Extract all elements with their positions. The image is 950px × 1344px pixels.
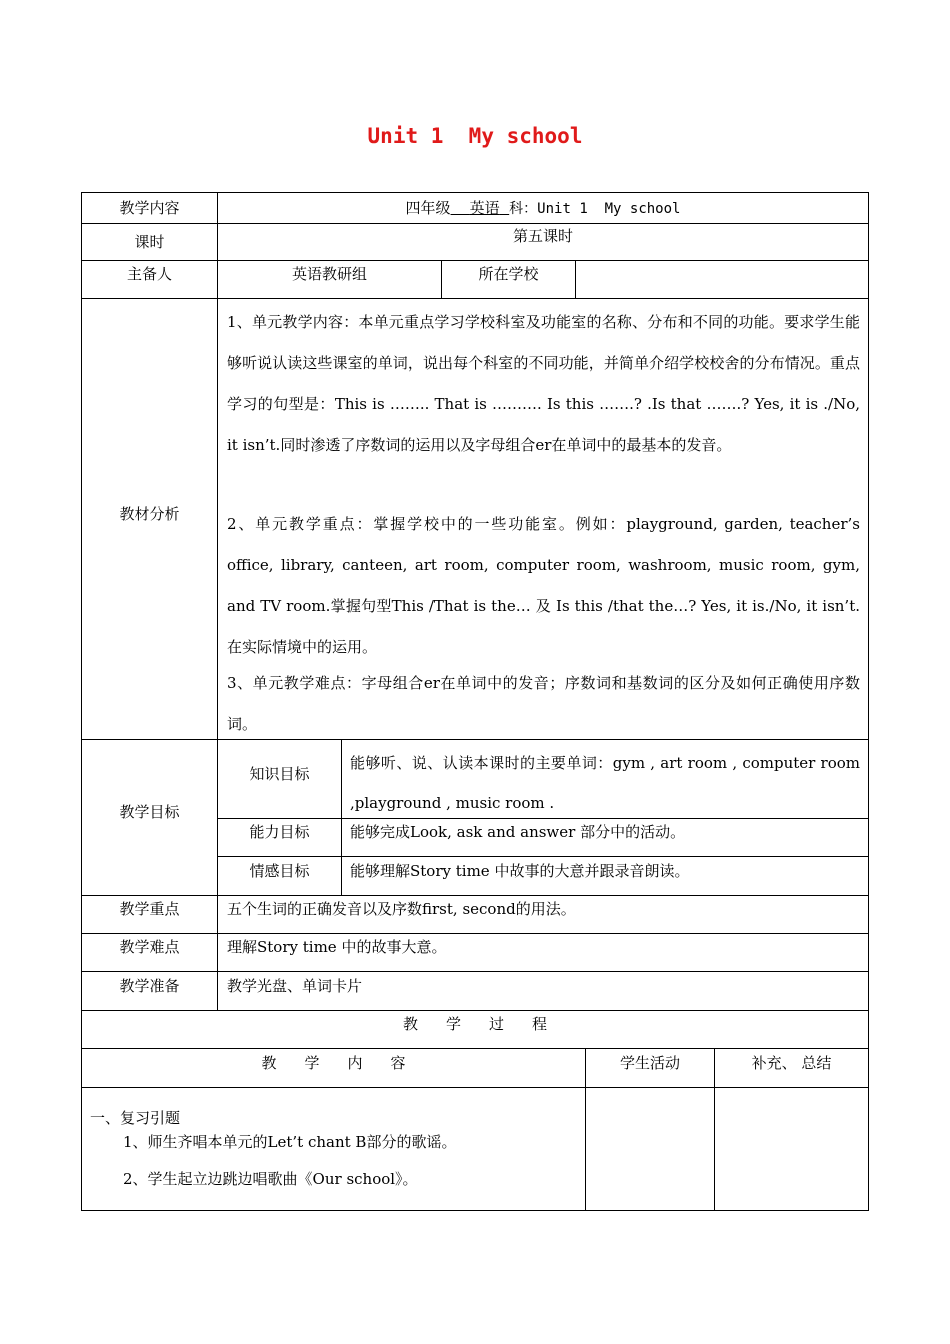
- key-points-value: 五个生词的正确发音以及序数first, second的用法。: [227, 900, 576, 918]
- unit-text: 科：Unit 1 My school: [509, 201, 681, 217]
- objective-knowledge-label: 知识目标: [249, 765, 310, 783]
- objective-emotion-label: 情感目标: [249, 862, 310, 880]
- preparer-label: 主备人: [126, 265, 172, 283]
- objective-knowledge-text: 能够听、说、认读本课时的主要单词：gym , art room , computer room ,playground , music room .: [350, 754, 860, 812]
- analysis-paragraph-1: 1、单元教学内容：本单元重点学习学校科室及功能室的名称、分布和不同的功能。要求学生能够听说认读这些课室的单词，说出每个科室的不同功能，并简单介绍学校校舍的分布情况。重点学习的句型是：This is …….. That is ………. Is this …….? .Is that …….? Yes, it is ./No, it isn’t.同时渗透了序数词的运用以及字母组合er在单词中的最基本的发音。: [227, 313, 860, 454]
- period-label: 课时: [134, 233, 165, 251]
- column-content-header: 教学内容: [261, 1054, 434, 1072]
- process-heading: 教学过程: [402, 1015, 575, 1033]
- preparer-value: 英语教研组: [291, 265, 367, 283]
- analysis-paragraph-2: 2、单元教学重点：掌握学校中的一些功能室。例如：playground, garden, teacher’s office, library, canteen, art room, computer room, washroom, music room, gym, and TV room.掌握句型This /That is the… 及 Is this /that the…? Yes, it is./No, it isn’t.在实际情境中的运用。: [227, 515, 860, 656]
- school-label: 所在学校: [478, 265, 539, 283]
- grade-text: 四年级: [405, 199, 451, 217]
- objectives-label: 教学目标: [119, 803, 180, 821]
- subject-blank: [500, 199, 510, 217]
- grade-blank: [451, 199, 470, 217]
- content-value: [218, 198, 868, 219]
- objective-ability-text: 能够完成Look, ask and answer 部分中的活动。: [350, 823, 686, 841]
- difficulties-value: 理解Story time 中的故事大意。: [227, 938, 447, 956]
- preparation-label: 教学准备: [119, 977, 180, 995]
- objective-ability-label: 能力目标: [249, 823, 310, 841]
- key-points-label: 教学重点: [119, 900, 180, 918]
- section-review: 一、复习引题: [90, 1109, 181, 1127]
- content-label: 教学内容: [119, 199, 180, 217]
- period-value: 第五课时: [512, 227, 573, 245]
- preparation-value: 教学光盘、单词卡片: [227, 977, 363, 995]
- step-2: 2、学生起立边跳边唱歌曲《Our school》。: [123, 1170, 418, 1188]
- step-1: 1、师生齐唱本单元的Let’t chant B部分的歌谣。: [123, 1133, 457, 1151]
- subject-text: 英语: [469, 199, 500, 217]
- column-summary-header: 补充、 总结: [751, 1054, 832, 1072]
- page-title: Unit 1 My school: [367, 124, 583, 148]
- difficulties-label: 教学难点: [119, 938, 180, 956]
- objective-emotion-text: 能够理解Story time 中故事的大意并跟录音朗读。: [350, 862, 690, 880]
- column-student-activity-header: 学生活动: [619, 1054, 680, 1072]
- analysis-paragraph-3: 3、单元教学难点：字母组合er在单词中的发音；序数词和基数词的区分及如何正确使用序数词。: [227, 674, 860, 733]
- analysis-label: 教材分析: [119, 505, 180, 523]
